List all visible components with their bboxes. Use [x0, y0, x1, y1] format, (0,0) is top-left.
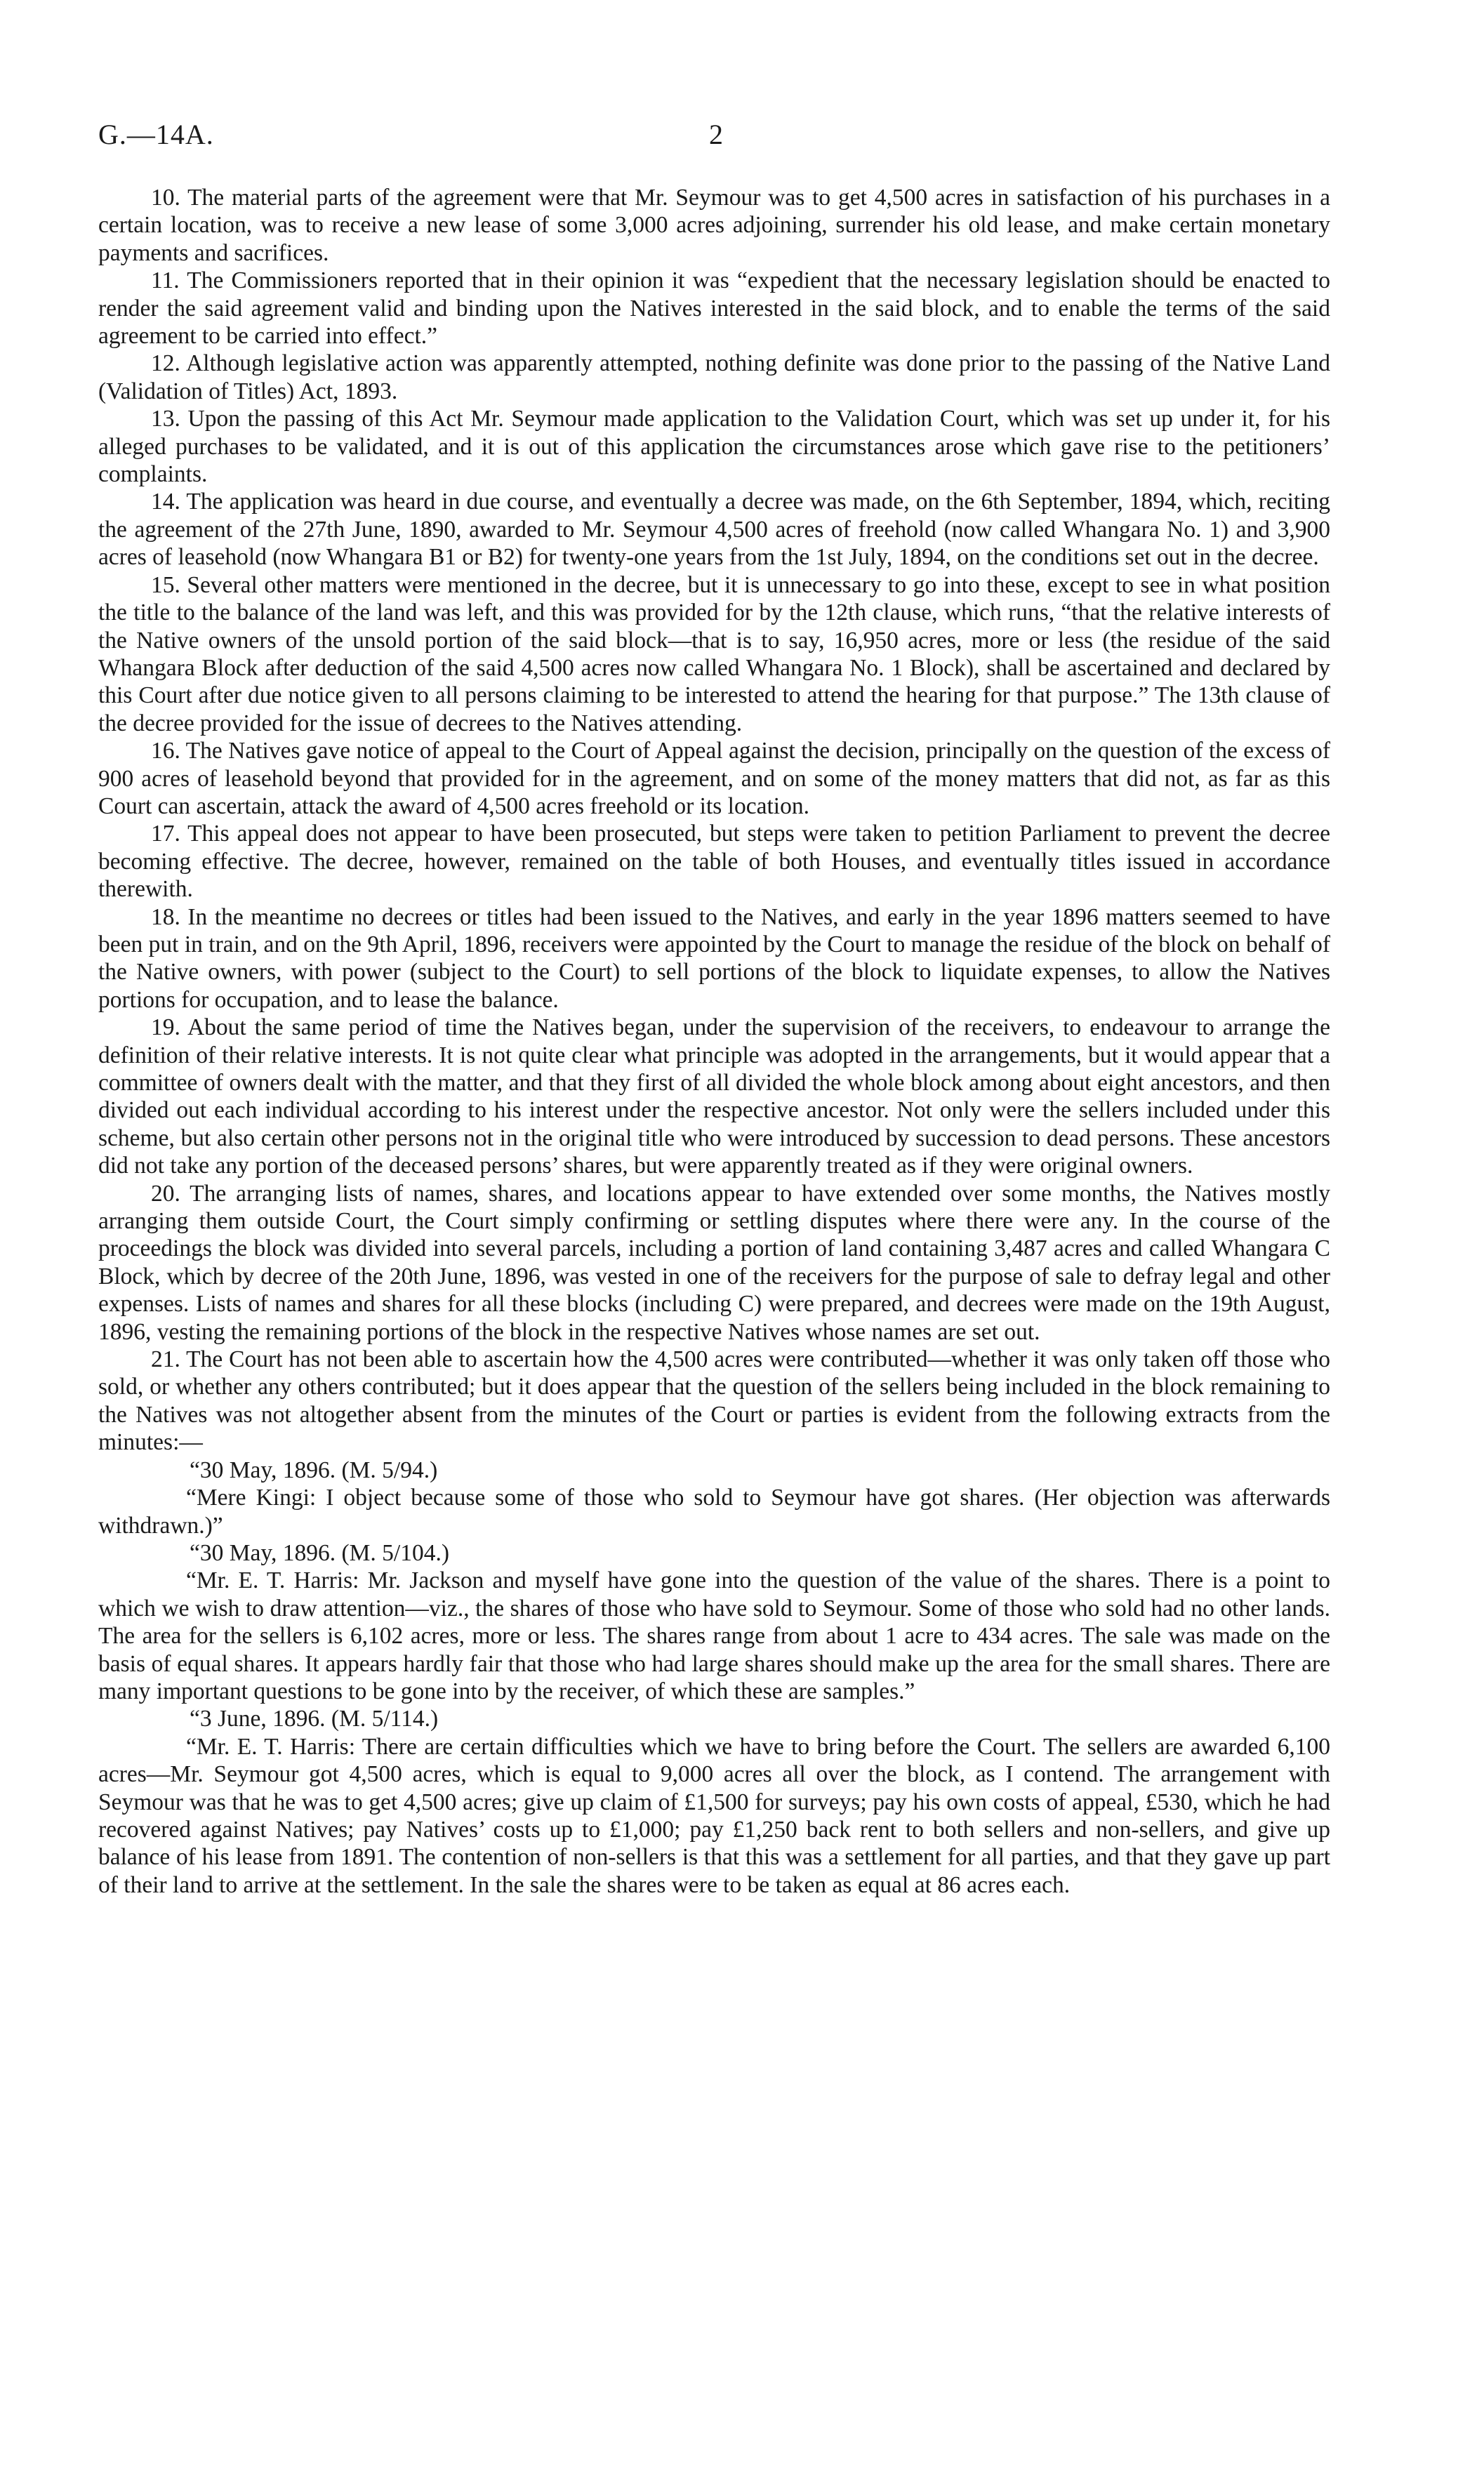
paragraph-19: 19. About the same period of time the Natives began, under the supervision of the receivers, to endeavour to arrange the definition of their relative interests. It is not quite clear what principle was adopted in the arrangements, but it would appear that a committee of owners dealt with the matter, and that they first of all divided the whole block among about eight ancestors, and then divided out each individual according to his interest under the respective ancestor. Not only were the sellers included under this scheme, but also certain other persons not in the original title who were introduced by succession to dead persons. These ancestors did not take any portion of the deceased persons’ shares, but were apparently treated as if they were original owners. — [98, 1014, 1330, 1179]
paragraph-11: 11. The Commissioners reported that in their opinion it was “expedient that the necessary legislation should be enacted to render the said agreement valid and binding upon the Natives interested in the said block, and to enable the terms of the said agreement to be carried into effect.” — [98, 267, 1330, 350]
paragraph-20: 20. The arranging lists of names, shares, and locations appear to have extended over some months, the Natives mostly arranging them outside Court, the Court simply confirming or settling disputes where there were any. In the course of the proceedings the block was divided into several parcels, including a portion of land containing 3,487 acres and called Whangara C Block, which by decree of the 20th June, 1896, was vested in one of the receivers for the purpose of sale to defray legal and other expenses. Lists of names and shares for all these blocks (including C) were prepared, and decrees were made on the 19th August, 1896, vesting the remaining portions of the block in the respective Natives whose names are set out. — [98, 1180, 1330, 1345]
minute-heading: “30 May, 1896. (M. 5/94.) — [190, 1457, 438, 1483]
report-body — [98, 184, 1330, 1899]
paragraph-15: 15. Several other matters were mentioned in the decree, but it is unnecessary to go into these, except to see in what position the title to the balance of the land was left, and this was provided for by the 12th clause, which runs, “that the relative interests of the Native owners of the unsold portion of the said block—that is to say, 16,950 acres, more or less (the residue of the said Whangara Block after deduction of the said 4,500 acres now called Whangara No. 1 Block), shall be ascertained and declared by this Court after due notice given to all persons claiming to be interested to attend the hearing for that purpose.” The 13th clause of the decree provided for the issue of decrees to the Natives attending. — [98, 571, 1330, 736]
paragraph-17: 17. This appeal does not appear to have been prosecuted, but steps were taken to petition Parliament to prevent the decree becoming effective. The decree, however, remained on the table of both Houses, and eventually titles issued in accordance therewith. — [98, 821, 1330, 903]
minute-heading: “3 June, 1896. (M. 5/114.) — [190, 1706, 439, 1732]
minute-quote: “Mr. E. T. Harris: Mr. Jackson and myself have gone into the question of the value of the shares. There is a point to which we wish to draw attention—viz., the shares of those who have sold to Seymour. Some of those who sold had no other lands. The area for the sellers is 6,102 acres, more or less. The shares range from about 1 acre to 434 acres. The sale was made on the basis of equal shares. It appears hardly fair that those who had large shares should make up the area for the small shares. There are many important questions to be gone into by the receiver, of which these are samples.” — [98, 1567, 1330, 1704]
paragraph-12: 12. Although legislative action was apparently attempted, nothing definite was done prior to the passing of the Native Land (Validation of Titles) Act, 1893. — [98, 350, 1330, 404]
parliamentary-paper-reference: G.—14A. — [98, 119, 214, 150]
minute-heading: “30 May, 1896. (M. 5/104.) — [190, 1539, 450, 1566]
minute-quote: “Mere Kingi: I object because some of those who sold to Seymour have got shares. (Her objection was afterwards withdrawn.)” — [98, 1485, 1330, 1539]
paragraph-18: 18. In the meantime no decrees or titles had been issued to the Natives, and early in the year 1896 matters seemed to have been put in train, and on the 9th April, 1896, receivers were appointed by the Court to manage the residue of the block on behalf of the Native owners, with power (subject to the Court) to sell portions of the block to liquidate expenses, to allow the Natives portions for occupation, and to lease the balance. — [98, 903, 1330, 1013]
page-header — [98, 118, 1348, 160]
page-number: 2 — [709, 119, 723, 150]
minute-quote: “Mr. E. T. Harris: There are certain difficulties which we have to bring before the Court. The sellers are awarded 6,100 acres—Mr. Seymour got 4,500 acres, which is equal to 9,000 acres all over the block, as I contend. The arrangement with Seymour was that he was to get 4,500 acres; give up claim of £1,500 for surveys; pay his own costs of appeal, £530, which he had recovered against Natives; pay Natives’ costs up to £1,000; pay £1,250 back rent to both sellers and non-sellers, and give up balance of his lease from 1891. The contention of non-sellers is that this was a settlement for all parties, and that they gave up part of their land to arrive at the settlement. In the sale the shares were to be taken as equal at 86 acres each. — [98, 1733, 1330, 1898]
paragraph-21: 21. The Court has not been able to ascertain how the 4,500 acres were contributed—whether it was only taken off those who sold, or whether any others contributed; but it does appear that the question of the sellers being included in the block remaining to the Natives was not altogether absent from the minutes of the Court or parties is evident from the following extracts from the minutes:— — [98, 1346, 1330, 1456]
paragraph-16: 16. The Natives gave notice of appeal to the Court of Appeal against the decision, principally on the question of the excess of 900 acres of leasehold beyond that provided for in the agreement, and on some of the money matters that did not, as far as this Court can ascertain, attack the award of 4,500 acres freehold or its location. — [98, 738, 1330, 819]
paragraph-13: 13. Upon the passing of this Act Mr. Seymour made application to the Validation Court, which was set up under it, for his alleged purchases to be validated, and it is out of this application the circumstances arose which gave rise to the petitioners’ complaints. — [98, 406, 1330, 488]
paragraph-10: 10. The material parts of the agreement were that Mr. Seymour was to get 4,500 acres in satisfaction of his purchases in a certain location, was to receive a new lease of some 3,000 acres adjoining, surrender his old lease, and make certain monetary payments and sacrifices. — [98, 185, 1330, 266]
paragraph-14: 14. The application was heard in due course, and eventually a decree was made, on the 6th September, 1894, which, reciting the agreement of the 27th June, 1890, awarded to Mr. Seymour 4,500 acres of freehold (now called Whangara No. 1) and 3,900 acres of leasehold (now Whangara B1 or B2) for twenty-one years from the 1st July, 1894, on the conditions set out in the decree. — [98, 489, 1330, 571]
